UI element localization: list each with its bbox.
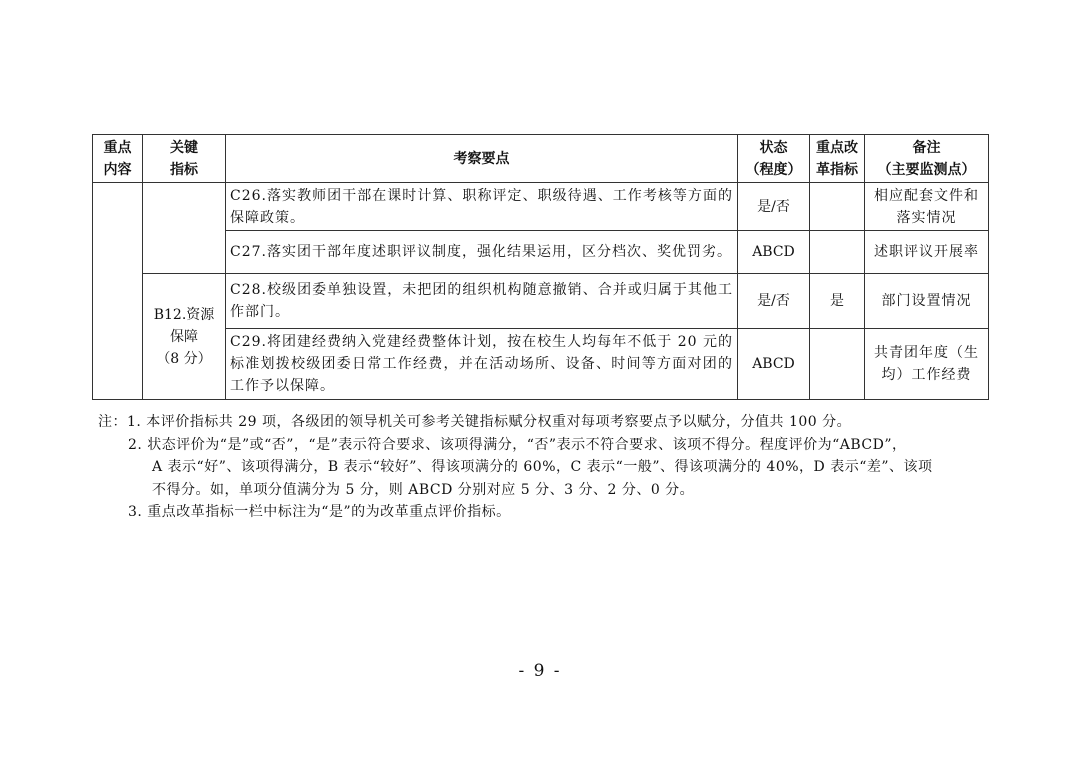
header-key-content: 重点 内容: [93, 135, 143, 183]
footnote-2-line-1: 2. 状态评价为“是”或“否”，“是”表示符合要求、该项得满分，“否”表示不符合要求、该项不得分。程度评价为“ABCD”，: [128, 436, 907, 453]
note-c26: 相应配套文件和落实情况: [865, 183, 989, 231]
evaluation-table: [92, 134, 989, 400]
table-row: [93, 231, 989, 274]
table-row: [93, 274, 989, 329]
header-inspection-points: 考察要点: [226, 135, 738, 183]
key-content-cell: [93, 183, 143, 400]
header-reform-indicator: 重点改 革指标: [810, 135, 865, 183]
item-c29: C29.将团建经费纳入党建经费整体计划，按在校生人均每年不低于 20 元的标准划拨校级团委日常工作经费，并在活动场所、设备、时间等方面对团的工作予以保障。: [226, 329, 738, 400]
status-c29: ABCD: [738, 329, 810, 400]
footnote-3: 3. 重点改革指标一栏中标注为“是”的为改革重点评价指标。: [128, 504, 511, 520]
footnote-2-line-3: 不得分。如，单项分值满分为 5 分，则 ABCD 分别对应 5 分、3 分、2 分、0 分。: [152, 481, 695, 498]
table-row: [93, 183, 989, 231]
status-c28: 是/否: [738, 274, 810, 329]
note-c27: 述职评议开展率: [865, 231, 989, 274]
item-c26: C26.落实教师团干部在课时计算、职称评定、职级待遇、工作考核等方面的保障政策。: [226, 183, 738, 231]
reform-c26: [810, 183, 865, 231]
note-c28: 部门设置情况: [865, 274, 989, 329]
table-row: [93, 329, 989, 400]
key-indicator-b12: B12.资源 保障 （8 分）: [143, 274, 226, 400]
status-c27: ABCD: [738, 231, 810, 274]
header-key-indicator: 关键 指标: [143, 135, 226, 183]
reform-c28: 是: [810, 274, 865, 329]
header-status: 状态 （程度）: [738, 135, 810, 183]
footnotes: [98, 411, 998, 524]
note-c29: 共青团年度（生均）工作经费: [865, 329, 989, 400]
reform-c29: [810, 329, 865, 400]
status-c26: 是/否: [738, 183, 810, 231]
item-c27: C27.落实团干部年度述职评议制度，强化结果运用，区分档次、奖优罚劣。: [226, 231, 738, 274]
page-number: - 9 -: [518, 661, 562, 681]
footnote-1: 注：1. 本评价指标共 29 项，各级团的领导机关可参考关键指标赋分权重对每项考察要点予以赋分，分值共 100 分。: [98, 414, 852, 430]
reform-c27: [810, 231, 865, 274]
key-indicator-cell-prev: [143, 183, 226, 274]
header-remarks: 备注 （主要监测点）: [865, 135, 989, 183]
footnote-2-line-2: A 表示“好”、该项得满分，B 表示“较好”、得该项满分的 60%，C 表示“一般”、得该项满分的 40%，D 表示“差”、该项: [152, 459, 933, 475]
item-c28: C28.校级团委单独设置，未把团的组织机构随意撤销、合并或归属于其他工作部门。: [226, 274, 738, 329]
table-header-row: [93, 135, 989, 183]
